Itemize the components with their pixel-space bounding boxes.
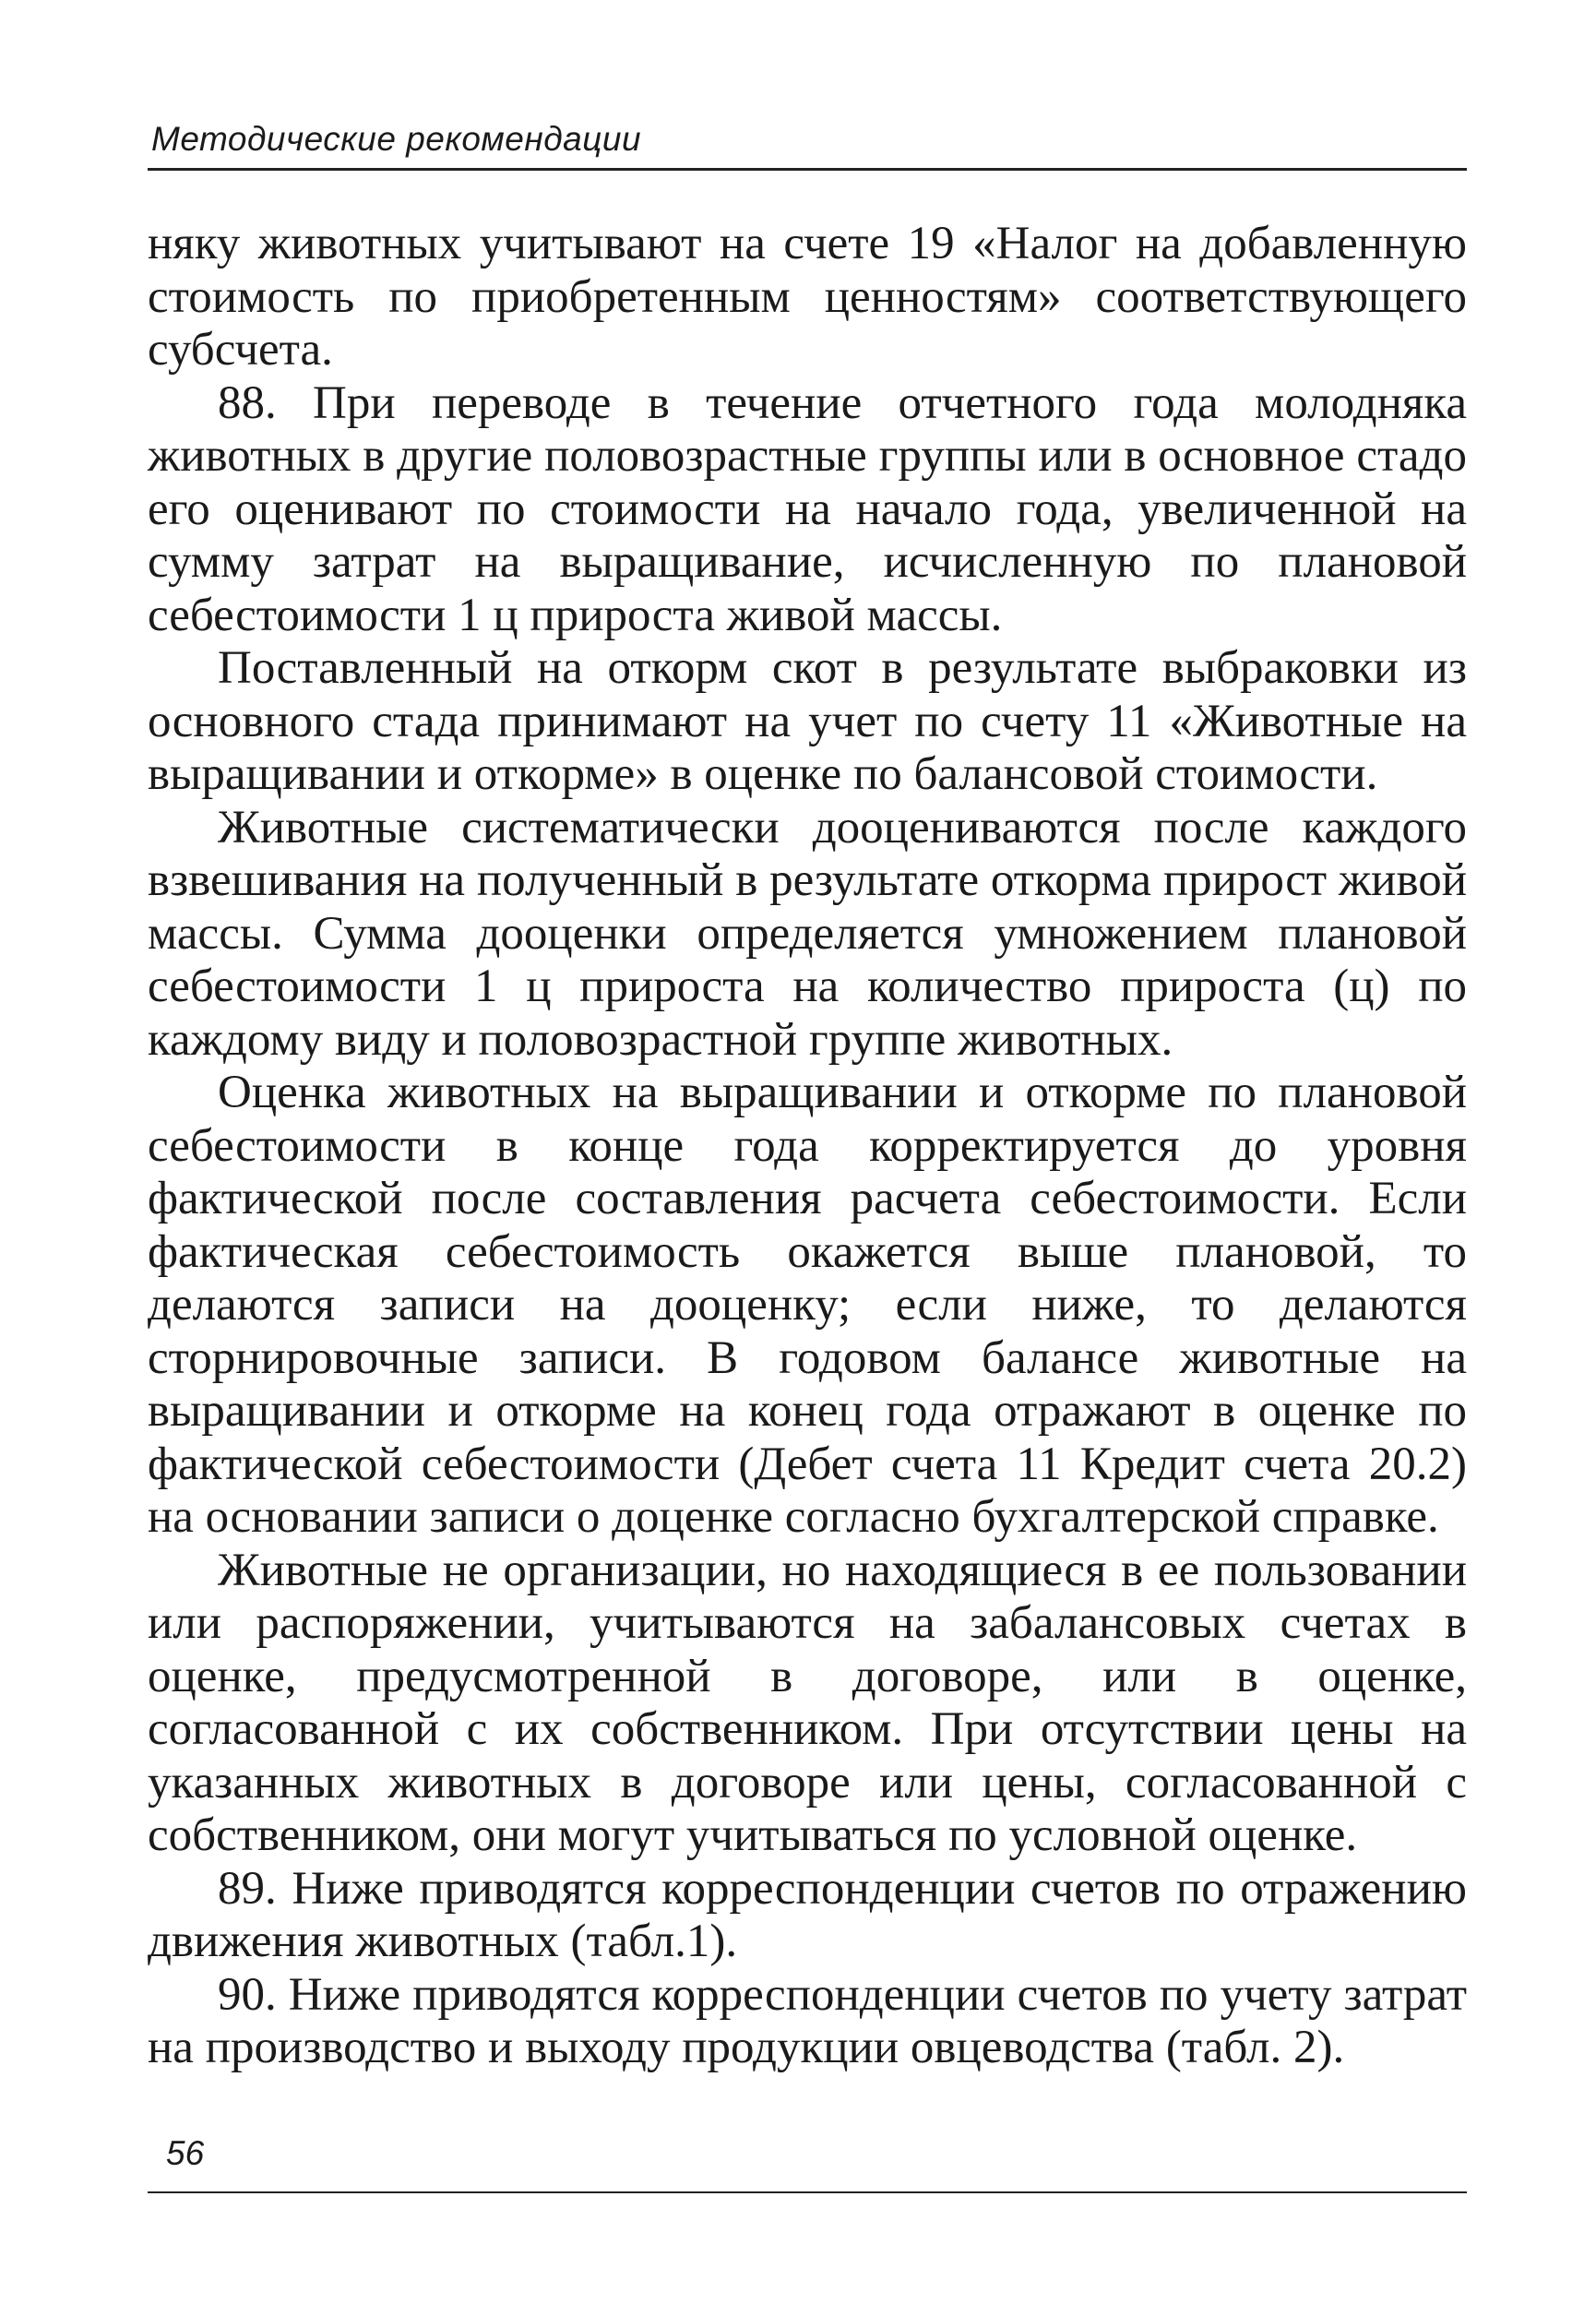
page-number: 56 (166, 2134, 205, 2172)
paragraph-year-end-valuation: Оценка животных на выращивании и откорме по плановой себестоимости в конце года корректируется до уровня фактической после составления расчета себестоимости. Если фактическая себестоимость окажется выше плановой, то делаются записи на дооценку; если ниже, то делаются сторнировочные записи. В годовом балансе животные на выращивании и откорме на конец года отражают в оценке по фактической себестоимости (Дебет счета 11 Кредит счета 20.2) на основании записи о доценке согласно бухгалтерской справке. (148, 1067, 1467, 1543)
page-body (148, 218, 1467, 2075)
paragraph-88: 88. При переводе в течение отчетного года молодняка животных в другие половозрастные группы или в основное стадо его оценивают по стоимости на начало года, увеличенной на сумму затрат на выращивание, исчисленную по плановой себестоимости 1 ц прироста живой массы. (148, 376, 1467, 641)
paragraph-fattening-stock: Поставленный на откорм скот в результате выбраковки из основного стада принимают на учет по счету 11 «Животные на выращивании и откорме» в оценке по балансовой стоимости. (148, 642, 1467, 800)
paragraph-continuation: няку животных учитывают на счете 19 «Налог на добавленную стоимость по приобретенным ценностям» соответствующего субсчета. (148, 218, 1467, 376)
page-footer (148, 2127, 1467, 2193)
running-header (148, 111, 1467, 171)
paragraph-90: 90. Ниже приводятся корреспонденции счетов по учету затрат на производство и выходу продукции овцеводства (табл. 2). (148, 1968, 1467, 2073)
paragraph-89: 89. Ниже приводятся корреспонденции счетов по отражению движения животных (табл.1). (148, 1862, 1467, 1967)
paragraph-off-balance: Животные не организации, но находящиеся в ее пользовании или распоряжении, учитываются на забалансовых счетах в оценке, предусмотренной в договоре, или в оценке, согласованной с их собственником. При отсутствии цены на указанных животных в договоре или цены, согласованной с собственником, они могут учитываться по условной оценке. (148, 1544, 1467, 1861)
running-header-title: Методические рекомендации (151, 120, 642, 158)
paragraph-revaluation: Животные систематически дооцениваются после каждого взвешивания на полученный в результате откорма прирост живой массы. Сумма дооценки определяется умножением плановой себестоимости 1 ц прироста на количество прироста (ц) по каждому виду и половозрастной группе животных. (148, 801, 1467, 1066)
